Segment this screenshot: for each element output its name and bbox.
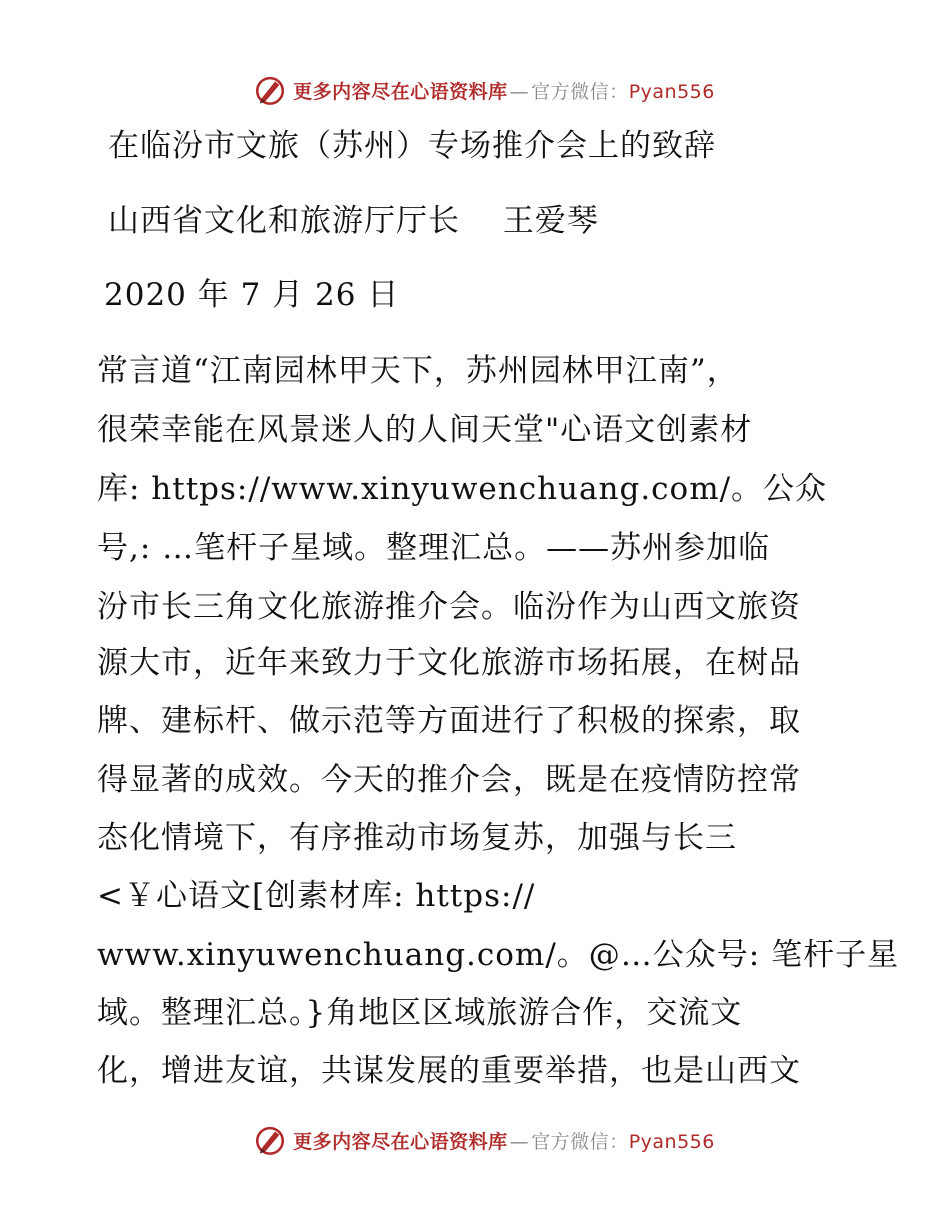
banner-text <box>293 1127 715 1154</box>
body-line: 域。整理汇总。}角地区区域旅游合作，交流文 <box>97 995 743 1031</box>
body-line: 态化情境下，有序推动市场复苏，加强与长三 <box>97 820 737 856</box>
document-author: 山西省文化和旅游厅厅长 王爱琴 <box>108 203 599 239</box>
banner-separator: — <box>509 80 530 103</box>
body-line: 号,: …笔杆子星域。整理汇总。——苏州参加临 <box>97 530 771 566</box>
body-line: 常言道“江南园林甲天下，苏州园林甲江南”， <box>97 353 739 389</box>
footer-banner <box>0 1120 950 1160</box>
body-line: 牌、建标杆、做示范等方面进行了积极的探索，取 <box>97 703 801 739</box>
body-line: 库: https://www.xinyuwenchuang.com/。公众 <box>97 471 828 507</box>
banner-wechat-id: Pyan556 <box>628 80 715 103</box>
body-line: www.xinyuwenchuang.com/。@…公众号: 笔杆子星 <box>97 937 900 973</box>
banner-content <box>253 73 715 107</box>
banner-content <box>253 1123 715 1157</box>
document-date: 2020 年 7 月 26 日 <box>104 277 400 313</box>
banner-wechat-label: 官方微信： <box>531 1130 629 1153</box>
body-line: 源大市，近年来致力于文化旅游市场拓展，在树品 <box>97 645 801 681</box>
banner-main-text: 更多内容尽在心语资料库 <box>293 80 508 103</box>
body-line: <￥心语文[创素材库: https:// <box>97 878 536 914</box>
banner-separator: — <box>509 1130 530 1153</box>
banner-text <box>293 77 715 104</box>
body-line: 化，增进友谊，共谋发展的重要举措，也是山西文 <box>97 1053 801 1089</box>
body-line: 很荣幸能在风景迷人的人间天堂"心语文创素材 <box>97 412 753 448</box>
banner-wechat-label: 官方微信： <box>531 80 629 103</box>
body-line: 得显著的成效。今天的推介会，既是在疫情防控常 <box>97 762 801 798</box>
banner-wechat-id: Pyan556 <box>628 1130 715 1153</box>
pen-logo-icon <box>253 73 287 107</box>
body-line: 汾市长三角文化旅游推介会。临汾作为山西文旅资 <box>97 589 801 625</box>
pen-logo-icon <box>253 1123 287 1157</box>
banner-main-text: 更多内容尽在心语资料库 <box>293 1130 508 1153</box>
header-banner <box>0 70 950 110</box>
document-title: 在临汾市文旅（苏州）专场推介会上的致辞 <box>108 128 716 164</box>
